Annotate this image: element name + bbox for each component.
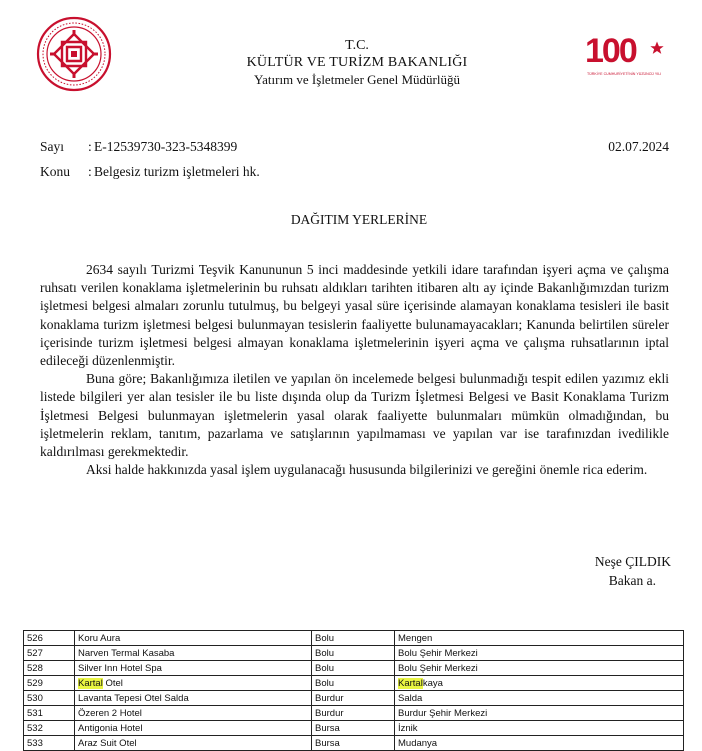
sayi-value: E-12539730-323-5348399 [94, 139, 238, 154]
search-highlight: Kartal [78, 677, 103, 689]
centenary-caption: TÜRKİYE CUMHURİYETİ'NİN YÜZÜNCÜ YILI [587, 72, 662, 76]
row-number: 532 [24, 721, 75, 736]
sayi-colon: : [88, 139, 92, 154]
signatory-title: Bakan a. [608, 573, 656, 588]
province: Bursa [312, 736, 395, 751]
district: Bolu Şehir Merkezi [395, 661, 684, 676]
centenary-number: 100 [585, 32, 636, 70]
district-rest: kaya [422, 677, 443, 689]
paragraph-3: Aksi halde hakkınızda yasal işlem uygulanacağı hususunda bilgilerinizi ve gereğini önemle rica ederim. [86, 462, 648, 478]
row-number: 531 [24, 706, 75, 721]
row-number: 526 [24, 631, 75, 646]
facility-name: Koru Aura [75, 631, 312, 646]
row-number: 530 [24, 691, 75, 706]
province: Burdur [312, 691, 395, 706]
district: Mudanya [395, 736, 684, 751]
province: Bursa [312, 721, 395, 736]
facility-name: Lavanta Tepesi Otel Salda [75, 691, 312, 706]
signatory-name: Neşe ÇILDIK [594, 554, 671, 569]
konu-colon: : [88, 164, 92, 179]
district: Burdur Şehir Merkezi [395, 706, 684, 721]
province: Bolu [312, 661, 395, 676]
header-tc: T.C. [345, 38, 369, 53]
row-number: 527 [24, 646, 75, 661]
search-highlight: Kartal [398, 677, 423, 689]
paragraph-1: 2634 sayılı Turizmi Teşvik Kanununun 5 inci maddesinde yetkili idare tarafından işyeri açma ve çalışma ruhsatı verilen konaklama işletmelerinin bu ruhsatı aldıkları tarihten itibaren altı ay içinde Bakanlığımızdan turizm işletmesi belgesi almaları zorunlu tutulmuş, bu belgeyi yasal süre içerisinde alamayan konaklama tesisleri ile basit konaklama turizm işletmesi belgesi bulunmayan tesislerin faaliyette bulunamayacakları; Kanunda belirtilen süreler içerisinde turizm işletmesi belgesi almayan konaklama işletmelerinin işyeri açma ve çalışma ruhsatlarının iptal edileceği düzenlenmiştir. [40, 262, 669, 369]
facility-table [23, 630, 684, 751]
row-number: 528 [24, 661, 75, 676]
district [395, 676, 684, 691]
province: Bolu [312, 676, 395, 691]
table-row [24, 721, 684, 736]
table-row [24, 661, 684, 676]
distribution-title: DAĞITIM YERLERİNE [290, 212, 428, 227]
table-row [24, 736, 684, 751]
paragraph-2: Buna göre; Bakanlığımıza iletilen ve yapılan ön incelemede belgesi bulunmadığı tespit edilen yazımız ekli listede bilgileri yer alan tesisler ile bu liste dışında olup da Turizm İşletmesi Belgesi ve Basit Konaklama Turizm İşletmesi Belgesi bulunmayan işletmelerin yasal olarak faaliyette bulunmaları mümkün olmadığından, bu işletmelerin reklam, tanıtım, pazarlama ve satışlarının yapılmaması ve yapılan var ise tarafınızdan ivedilikle kaldırılması gerekmektedir. [40, 371, 669, 460]
district: Mengen [395, 631, 684, 646]
district: Salda [395, 691, 684, 706]
province: Bolu [312, 646, 395, 661]
document-date: 02.07.2024 [608, 139, 669, 154]
table-row [24, 631, 684, 646]
letter-body [40, 261, 669, 479]
facility-name: Özeren 2 Hotel [75, 706, 312, 721]
province: Bolu [312, 631, 395, 646]
district: Bolu Şehir Merkezi [395, 646, 684, 661]
facility-name [75, 676, 312, 691]
table-row [24, 706, 684, 721]
facility-name: Antigonia Hotel [75, 721, 312, 736]
table-row [24, 676, 684, 691]
sayi-label: Sayı [40, 139, 65, 154]
province: Burdur [312, 706, 395, 721]
row-number: 529 [24, 676, 75, 691]
facility-name: Silver Inn Hotel Spa [75, 661, 312, 676]
header-directorate: Yatırım ve İşletmeler Genel Müdürlüğü [254, 72, 460, 87]
row-number: 533 [24, 736, 75, 751]
facility-name: Narven Termal Kasaba [75, 646, 312, 661]
konu-value: Belgesiz turizm işletmeleri hk. [94, 164, 260, 179]
table-row [24, 691, 684, 706]
facility-name: Araz Suit Otel [75, 736, 312, 751]
facility-name-rest: Otel [102, 677, 123, 689]
konu-label: Konu [40, 164, 70, 179]
header-ministry: KÜLTÜR VE TURİZM BAKANLIĞI [246, 55, 468, 70]
table-row [24, 646, 684, 661]
district: İznik [395, 721, 684, 736]
